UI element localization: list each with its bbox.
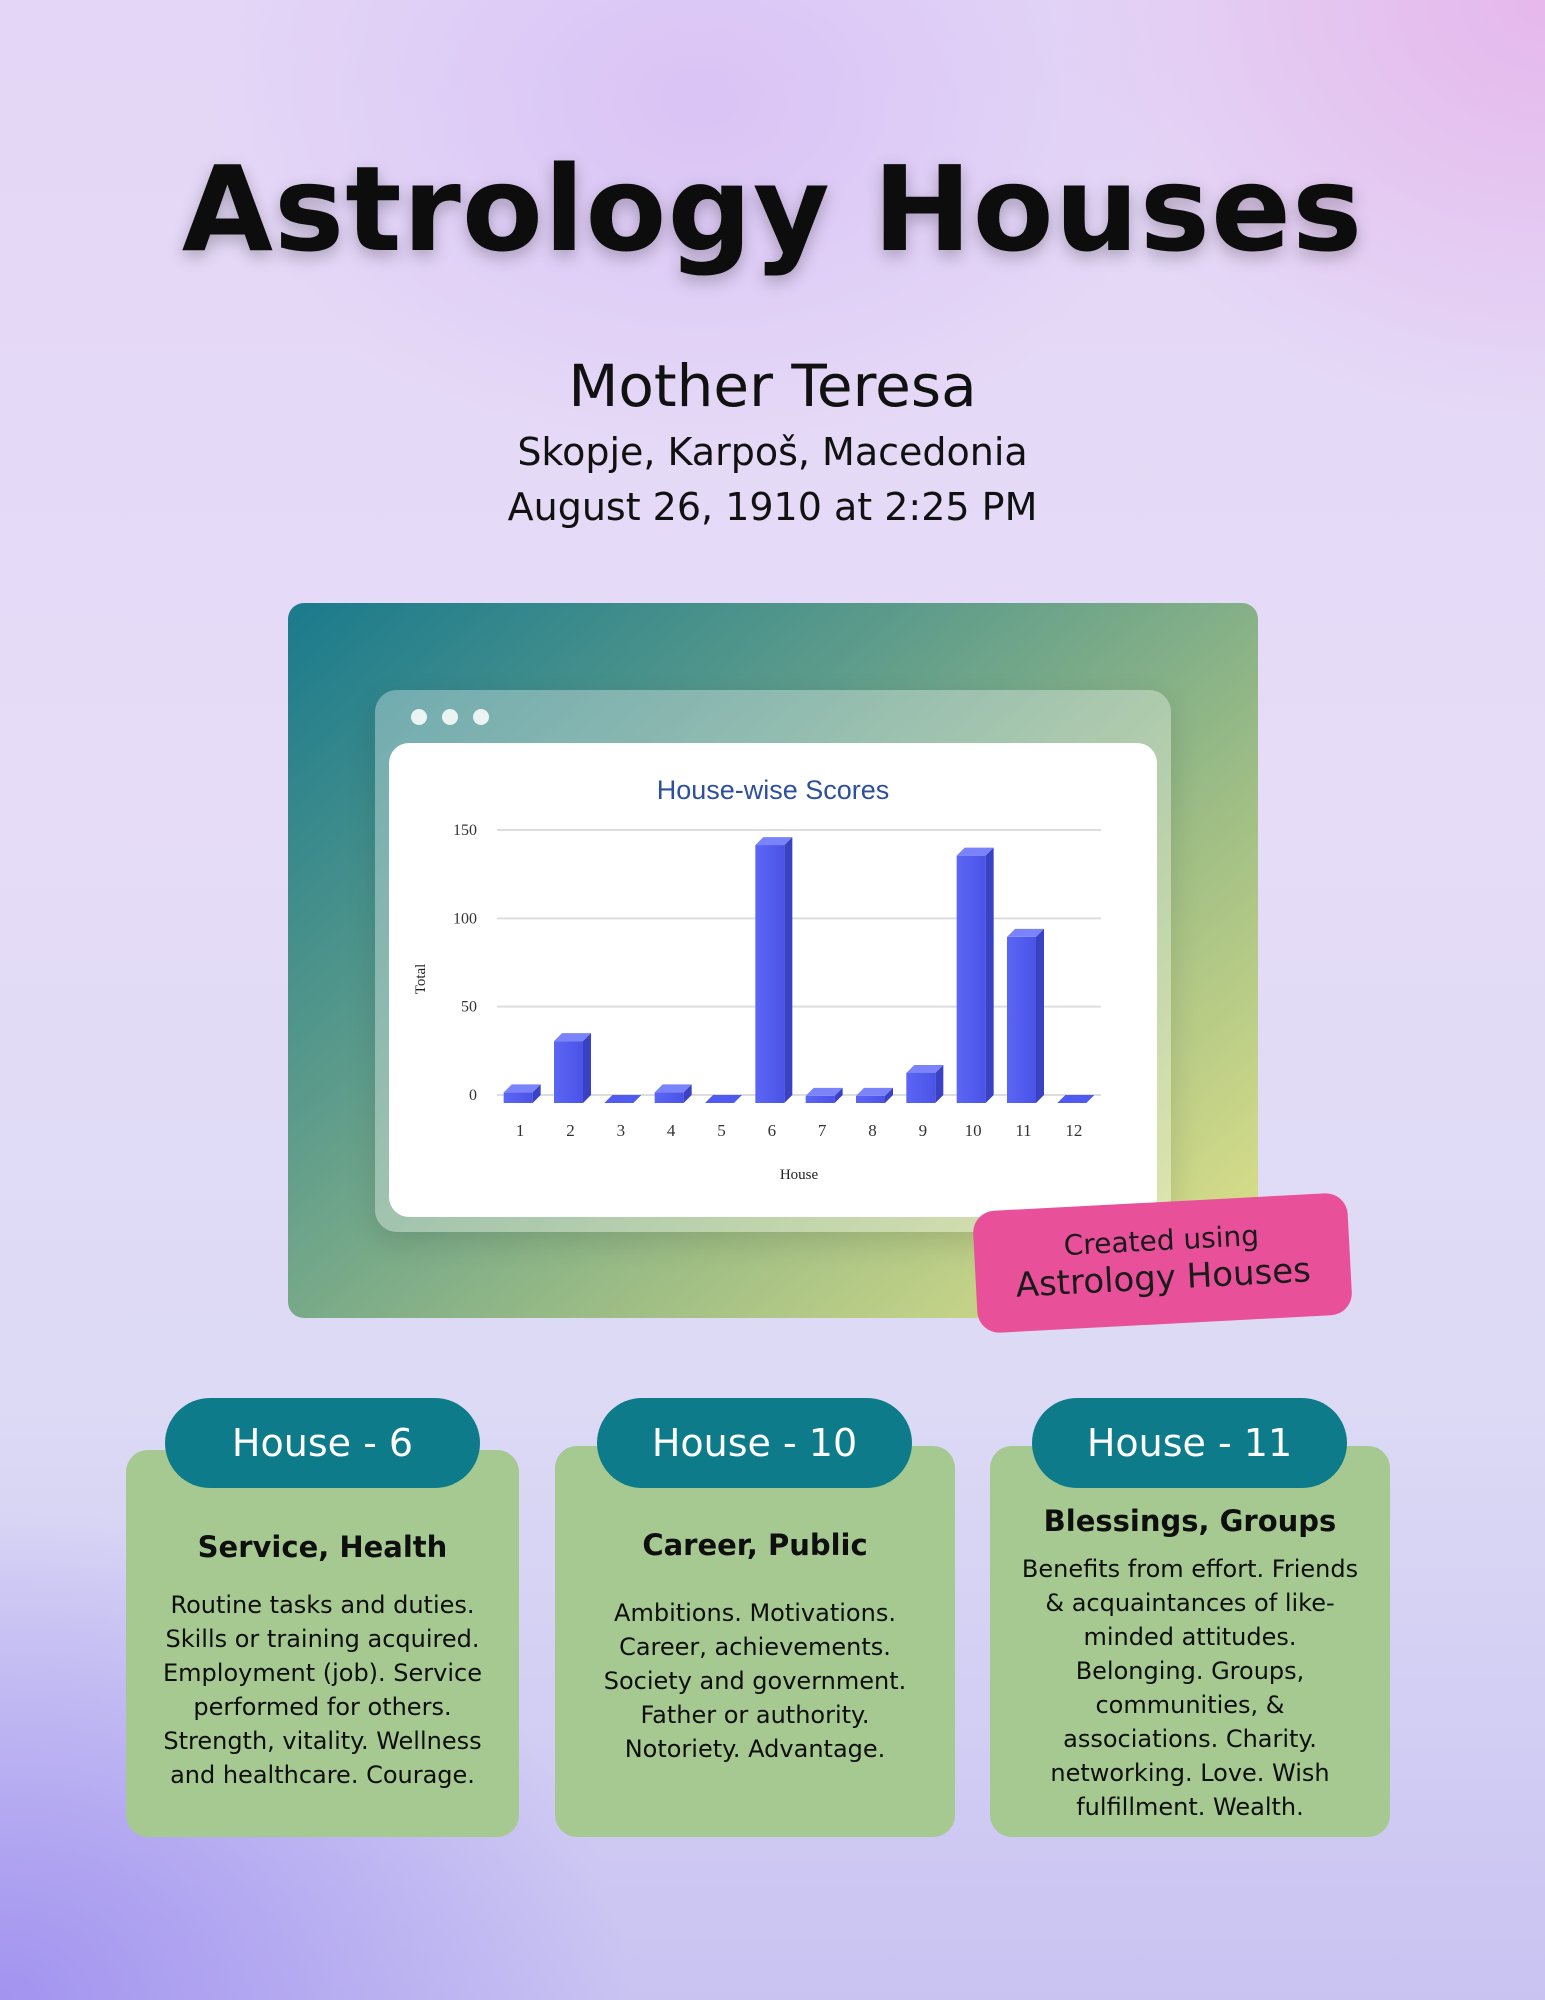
card-text-line: Ambitions. Motivations. [614,1599,896,1627]
bar-house-10 [957,848,994,1103]
house-pill-11: House - 11 [1032,1398,1347,1488]
bar-house-9 [906,1065,943,1103]
bar-front [806,1096,835,1103]
bar-house-1 [504,1084,541,1103]
card-description [1004,1552,1376,1824]
card-description [146,1588,499,1792]
bar-house-2 [554,1033,591,1103]
y-tick-label: 50 [461,998,477,1016]
window-dot-icon [411,709,427,725]
card-text-line: Career, achievements. [619,1633,891,1661]
bar-flat [604,1095,641,1103]
bar-side [986,848,994,1103]
x-tick-label: 7 [817,1121,827,1140]
bar-house-3 [604,1095,641,1103]
x-tick-label: 3 [616,1121,626,1140]
bar-house-11 [1007,929,1044,1103]
bar-house-5 [705,1095,742,1103]
card-text-line: Belonging. Groups, [1075,1657,1305,1685]
bar-flat [1057,1095,1094,1103]
x-tick-label: 6 [767,1121,777,1140]
bar-front [554,1041,583,1103]
card-text-line: associations. Charity. [1063,1725,1317,1753]
card-heading: Career, Public [642,1528,868,1562]
card-heading: Service, Health [197,1530,448,1564]
bar-house-8 [856,1088,893,1103]
window-dot-icon [473,709,489,725]
card-text-line: minded attitudes. [1083,1623,1297,1651]
card-heading: Blessings, Groups [1043,1504,1337,1538]
x-tick-label: 11 [1015,1121,1032,1140]
x-axis-label: House [779,1167,819,1183]
card-text-line: Notoriety. Advantage. [624,1735,886,1763]
x-tick-label: 5 [717,1121,726,1140]
y-tick-label: 100 [453,910,477,928]
x-tick-label: 12 [1065,1121,1083,1140]
card-text-line: Employment (job). Service [163,1659,482,1687]
page-title: Astrology Houses [181,140,1364,278]
bar-house-12 [1057,1095,1094,1103]
birth-datetime: August 26, 1910 at 2:25 PM [507,485,1038,529]
card-text-line: networking. Love. Wish [1050,1759,1330,1787]
house-pill-6: House - 6 [165,1398,480,1488]
card-text-line: Routine tasks and duties. [170,1591,475,1619]
person-name: Mother Teresa [568,352,977,420]
house-card-10 [555,1446,955,1837]
bar-front [856,1096,885,1103]
bar-front [655,1092,684,1103]
x-tick-label: 4 [666,1121,676,1140]
x-tick-label: 8 [868,1121,877,1140]
bar-front [1007,937,1036,1103]
window-dot-icon [442,709,458,725]
bar-house-6 [755,837,792,1103]
created-using-badge [972,1192,1353,1333]
bar-house-4 [655,1084,692,1103]
x-tick-label: 1 [515,1121,525,1140]
house-card-11 [990,1446,1390,1837]
card-text-line: & acquaintances of like- [1045,1589,1335,1617]
x-tick-label: 10 [964,1121,982,1140]
card-text-line: Father or authority. [640,1701,870,1729]
bar-side [784,837,792,1103]
bar-house-7 [806,1088,843,1103]
bar-front [906,1073,935,1103]
y-tick-label: 150 [453,822,477,839]
y-tick-label: 0 [469,1087,477,1104]
badge-line-2: Astrology Houses [1014,1250,1312,1306]
bar-front [504,1092,533,1103]
chart-title: House-wise Scores [656,775,890,805]
card-text-line: Skills or training acquired. [165,1625,480,1653]
card-text-line: Strength, vitality. Wellness [163,1727,482,1755]
card-text-line: communities, & [1095,1691,1285,1719]
x-tick-label: 9 [918,1121,928,1140]
bar-front [957,856,986,1103]
card-text-line: performed for others. [193,1693,452,1721]
bar-side [1036,929,1044,1103]
chart-card [389,743,1157,1217]
bar-chart [389,743,1157,1217]
bar-side [583,1033,591,1103]
card-text-line: Society and government. [603,1667,907,1695]
bar-front [755,845,784,1103]
bar-flat [705,1095,742,1103]
card-description [575,1596,935,1766]
card-text-line: Benefits from effort. Friends [1021,1555,1359,1583]
house-card-6 [126,1450,519,1837]
birth-place: Skopje, Karpoš, Macedonia [517,430,1028,474]
card-text-line: and healthcare. Courage. [170,1761,475,1789]
house-pill-10: House - 10 [597,1398,912,1488]
y-axis-label: Total [413,963,429,995]
x-tick-label: 2 [566,1121,575,1140]
card-text-line: fulfillment. Wealth. [1076,1793,1304,1821]
badge-line-1: Created using [1062,1218,1260,1263]
